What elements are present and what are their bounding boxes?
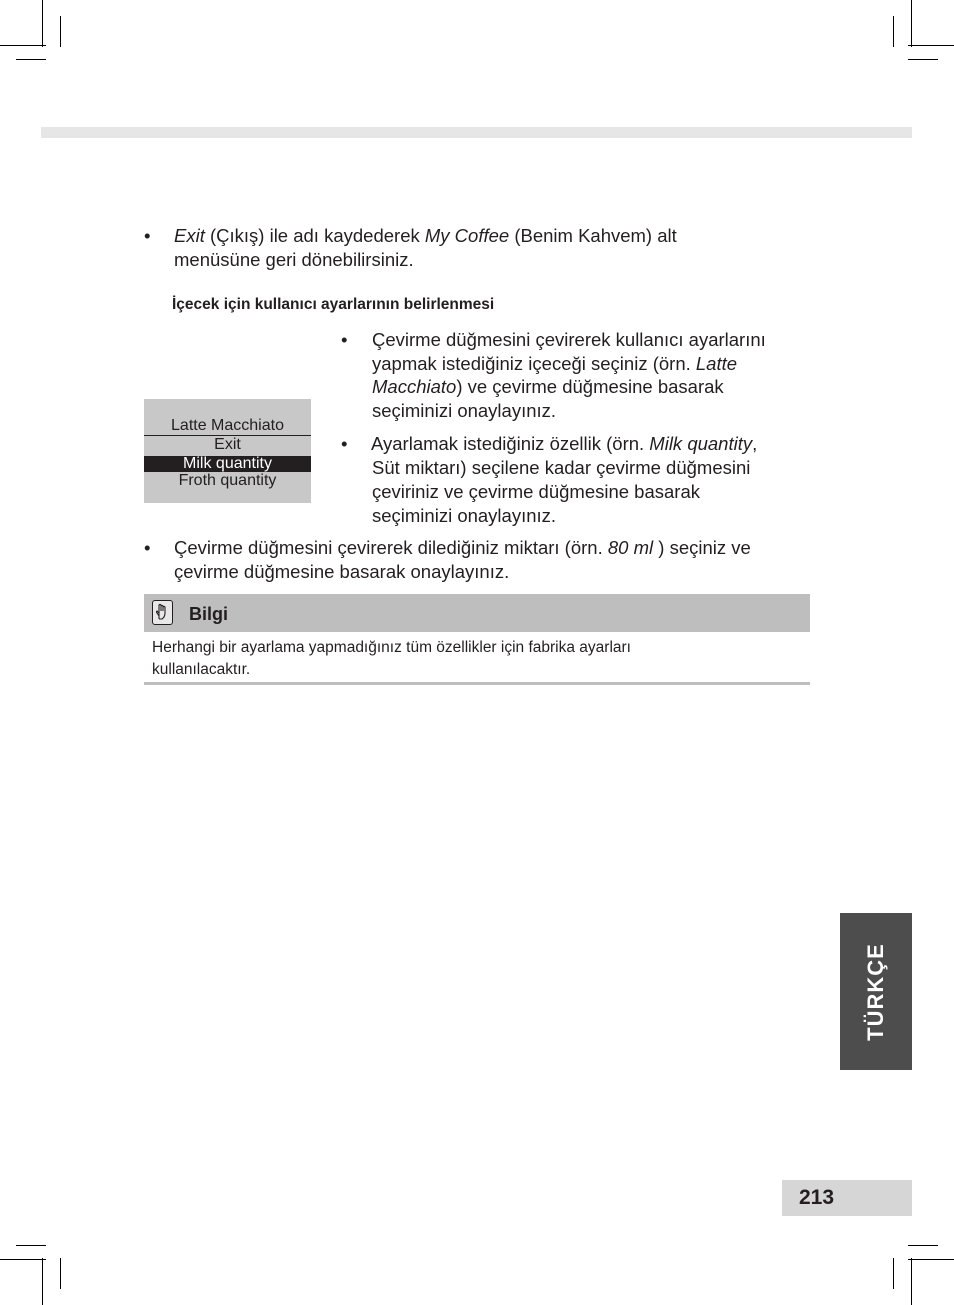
bullet-symbol: • <box>144 537 151 558</box>
text-run: , <box>752 433 758 454</box>
text-exit: Exit <box>174 225 205 246</box>
text-run: ) ve çevirme düğmesine basarak <box>456 376 724 397</box>
text-line: Süt miktarı) seçilene kadar çevirme düğmesini <box>372 457 751 478</box>
info-box-bottom-rule <box>144 682 810 685</box>
lcd-item-milk-quantity-selected: Milk quantity <box>144 456 311 472</box>
text-line: çevirme düğmesine basarak onaylayınız. <box>174 561 510 582</box>
page-number: 213 <box>799 1186 835 1209</box>
text-macchiato: Macchiato <box>372 376 457 397</box>
language-tab <box>840 913 912 1070</box>
text-line: çeviriniz ve çevirme düğmesine basarak <box>372 481 700 502</box>
language-tab-label: TÜRKÇE <box>863 942 888 1041</box>
text-line: seçiminizi onaylayınız. <box>372 505 557 526</box>
bullet-symbol: • <box>341 329 348 350</box>
info-body <box>152 637 802 681</box>
page-number-box <box>782 1180 912 1216</box>
text-80ml: 80 ml <box>607 537 654 558</box>
text-line: seçiminizi onaylayınız. <box>372 400 557 421</box>
lcd-item-exit: Exit <box>214 436 241 453</box>
bullet-symbol: • <box>341 433 348 454</box>
text-run: (Benim Kahvem) alt <box>509 225 677 246</box>
text-run: (Çıkış) ile adı kaydederek <box>204 225 425 246</box>
text-run: yapmak istediğiniz içeceği seçiniz (örn. <box>372 353 696 374</box>
info-title: Bilgi <box>189 604 228 624</box>
text-run: Çevirme düğmesini çevirerek dilediğiniz miktarı (örn. <box>174 537 608 558</box>
info-box-header <box>144 594 810 632</box>
info-line: kullanılacaktır. <box>152 661 251 678</box>
info-line: Herhangi bir ayarlama yapmadığınız tüm özellikler için fabrika ayarları <box>152 639 631 656</box>
section-subheading: İçecek için kullanıcı ayarlarının belirlenmesi <box>172 296 495 313</box>
hand-note-icon <box>152 600 173 625</box>
text-line: Çevirme düğmesini çevirerek kullanıcı ayarlarını <box>372 329 766 350</box>
text-line: menüsüne geri dönebilirsiniz. <box>174 249 414 270</box>
header-rule <box>41 127 912 138</box>
text-my-coffee: My Coffee <box>424 225 510 246</box>
lcd-display <box>144 399 311 503</box>
text-run: ) seçiniz ve <box>653 537 751 558</box>
text-run: Ayarlamak istediğiniz özellik (örn. <box>371 433 650 454</box>
bullet-symbol: • <box>144 225 151 246</box>
text-milk-quantity: Milk quantity <box>649 433 753 454</box>
lcd-item-latte-macchiato: Latte Macchiato <box>171 417 284 434</box>
lcd-item-froth-quantity: Froth quantity <box>178 472 277 489</box>
text-latte: Latte <box>695 353 738 374</box>
